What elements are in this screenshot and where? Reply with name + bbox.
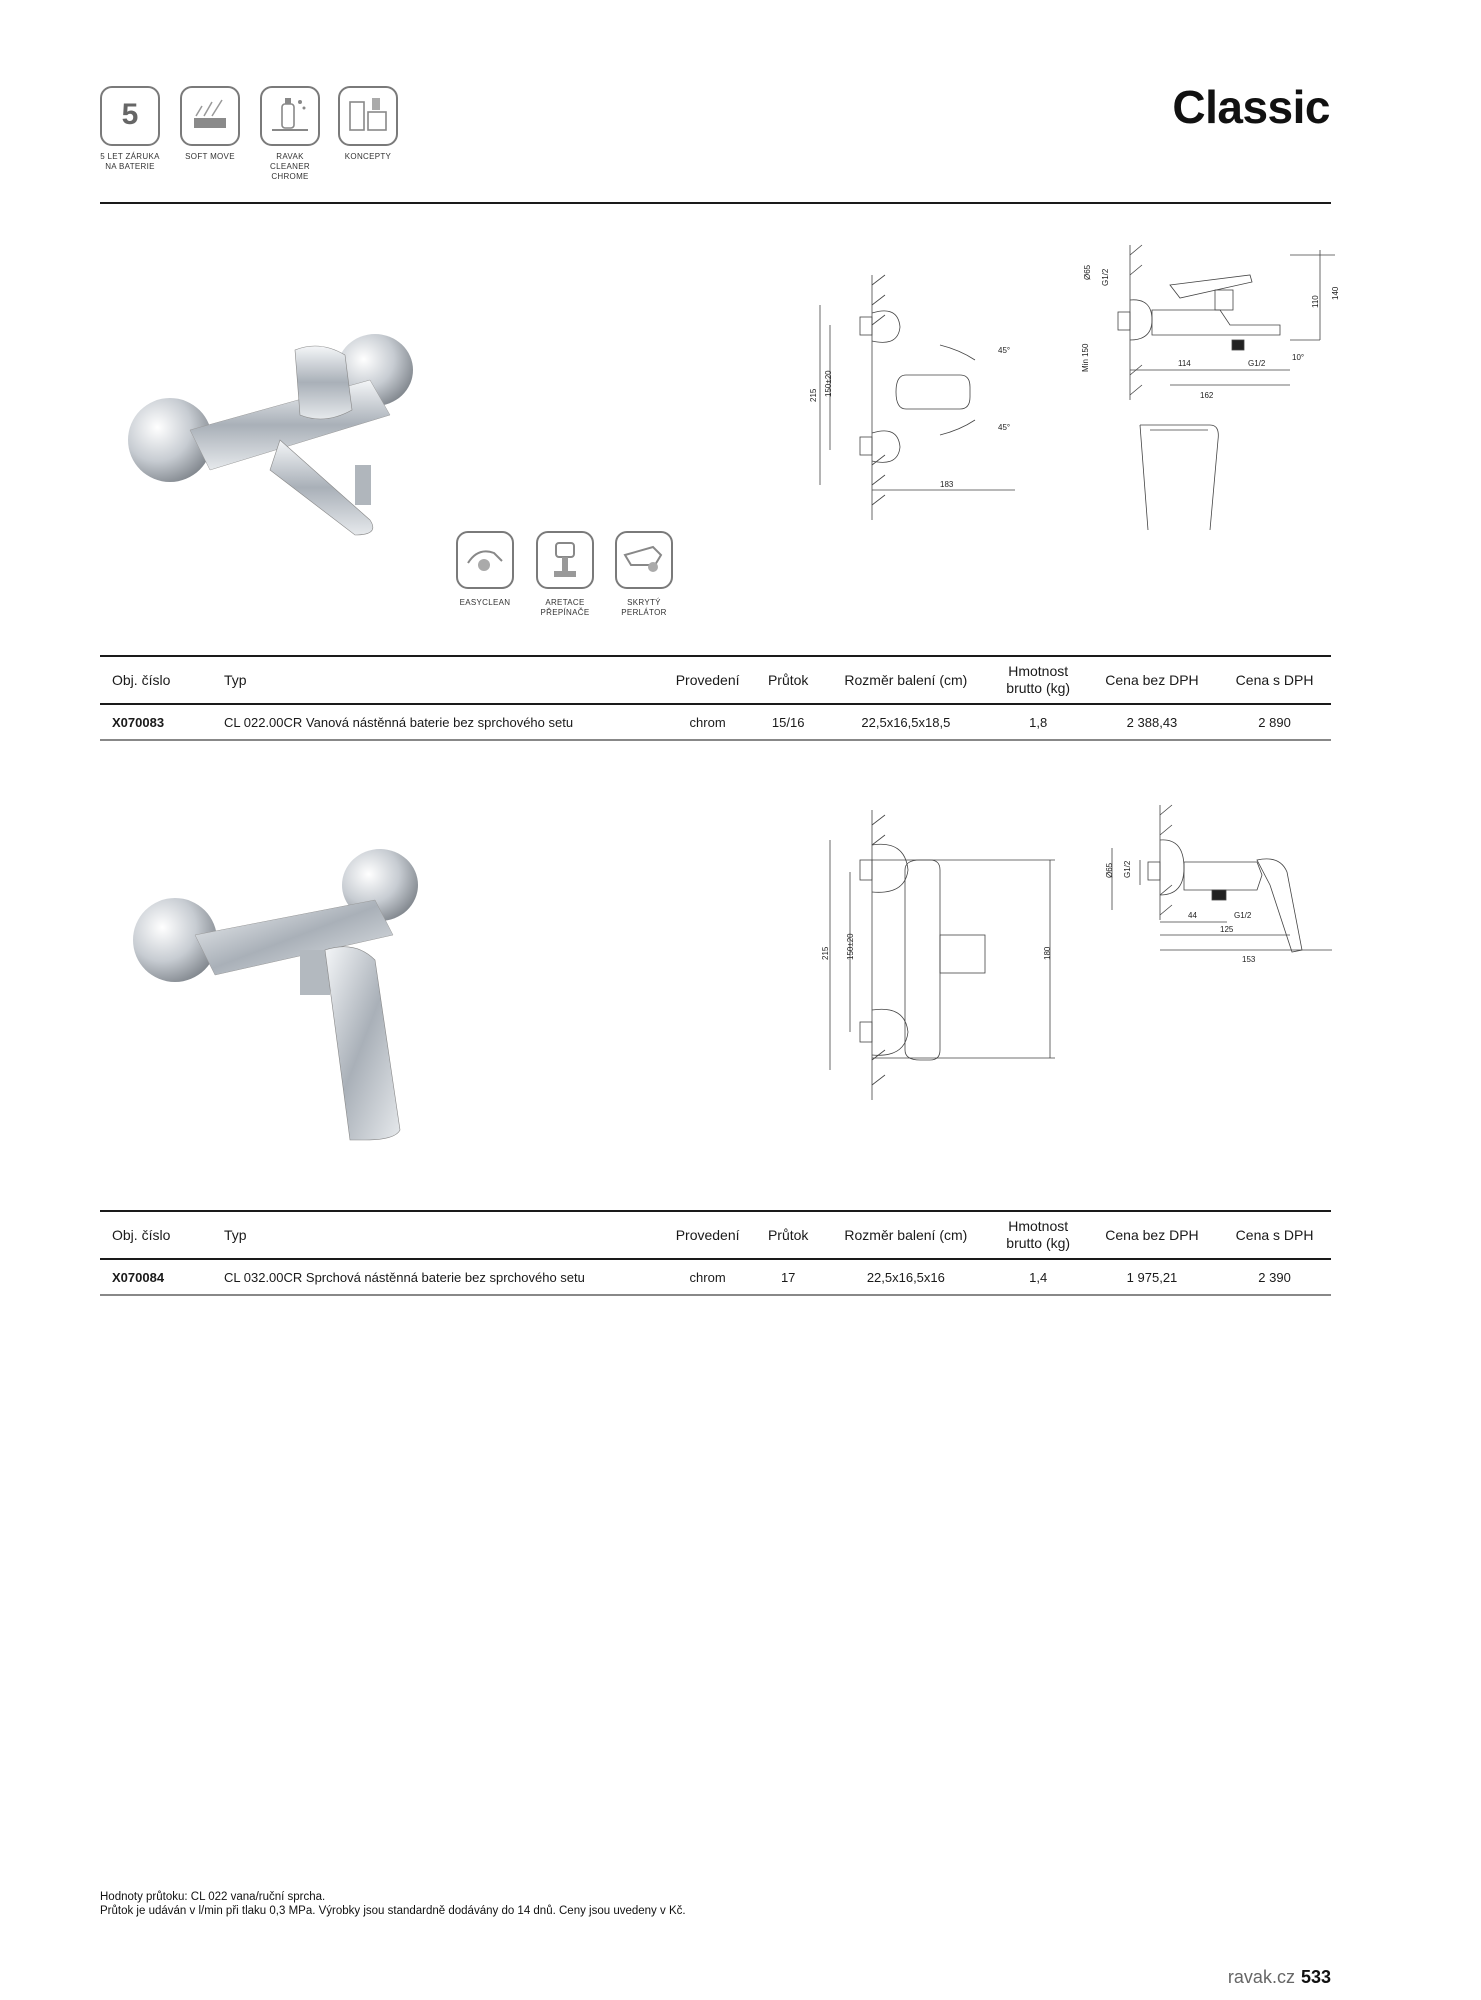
col-provedeni: Provedení: [675, 671, 740, 688]
dimension-label: 215: [821, 946, 830, 960]
dimension-label: 110: [1311, 295, 1320, 308]
product-image-shower-mixer: [125, 840, 465, 1160]
table-row: [100, 1259, 1331, 1295]
diverter-lock-icon: [536, 531, 594, 589]
cell-provedeni: chrom: [689, 1269, 726, 1285]
caption-line: SOFT MOVE: [185, 152, 235, 161]
feature-caption-diverter: [525, 598, 605, 618]
soft-move-icon: [180, 86, 240, 146]
cell-rozmer: 22,5x16,5x16: [866, 1269, 945, 1285]
dimension-label: 153: [1242, 955, 1256, 964]
badge-caption-cleaner: [245, 152, 335, 182]
dimension-label: 215: [809, 388, 818, 402]
col-typ: Typ: [224, 671, 247, 688]
table-row: [100, 704, 1331, 740]
col-provedeni: Provedení: [675, 1226, 740, 1243]
badge-caption-warranty: [85, 152, 175, 172]
caption-line: RAVAK: [276, 152, 304, 161]
dimension-label: 183: [940, 480, 954, 489]
dimension-label: 150±20: [824, 370, 833, 397]
cell-cena-bez: 2 388,43: [1126, 714, 1178, 730]
footnote-line: Průtok je udáván v l/min při tlaku 0,3 MPa. Výrobky jsou standardně dodávány do 14 dnů. Ceny jsou uvedeny v Kč.: [100, 1905, 686, 1917]
caption-line: 5 LET ZÁRUKA: [100, 152, 160, 161]
header-line: Hmotnost: [1008, 1218, 1069, 1234]
col-cena-s: Cena s DPH: [1235, 671, 1314, 688]
caption-line: SKRYTÝ: [627, 598, 661, 607]
technical-drawing-shower-front: [810, 800, 1070, 1110]
dimension-label: Min 150: [1081, 343, 1090, 372]
col-cena-bez: Cena bez DPH: [1105, 1226, 1199, 1243]
badge-caption-soft-move: [165, 152, 255, 162]
col-rozmer: Rozměr balení (cm): [844, 1226, 968, 1243]
cell-cena-s: 2 890: [1258, 714, 1291, 730]
dimension-label: 44: [1188, 911, 1197, 920]
dimension-label: 45°: [998, 423, 1011, 432]
caption-line: KONCEPTY: [344, 152, 392, 161]
dimension-label: Ø65: [1105, 862, 1114, 878]
easyclean-icon: [456, 531, 514, 589]
col-rozmer: Rozměr balení (cm): [844, 671, 968, 688]
caption-line: CHROME: [271, 172, 309, 181]
dimension-label: 114: [1178, 359, 1191, 368]
cell-prutok: 15/16: [771, 714, 805, 730]
caption-line: EASYCLEAN: [459, 598, 511, 607]
col-obj: Obj. číslo: [112, 671, 171, 688]
caption-line: ARETACE: [545, 598, 585, 607]
cell-provedeni: chrom: [689, 714, 726, 730]
col-prutok: Průtok: [767, 671, 809, 688]
table-header-row: [100, 1211, 1331, 1259]
dimension-label: 140: [1331, 286, 1340, 300]
header-line: brutto (kg): [1006, 680, 1071, 696]
caption-line: NA BATERIE: [105, 162, 155, 171]
header-line: Hmotnost: [1008, 663, 1069, 679]
col-obj: Obj. číslo: [112, 1226, 171, 1243]
col-prutok: Průtok: [767, 1226, 809, 1243]
col-hmotnost: [991, 1211, 1086, 1259]
caption-line: PŘEPÍNAČE: [540, 608, 590, 617]
product-image-bath-mixer: [120, 330, 460, 560]
col-typ: Typ: [224, 1226, 247, 1243]
feature-caption-easyclean: [445, 598, 525, 608]
technical-drawing-bath-front: [810, 265, 1040, 530]
cell-hmotnost: 1,4: [1029, 1269, 1048, 1285]
dimension-label: 150±20: [846, 933, 855, 960]
cell-typ: CL 022.00CR Vanová nástěnná baterie bez sprchového setu: [224, 714, 574, 730]
dimension-label: 10°: [1292, 353, 1305, 362]
footnote: [100, 1890, 686, 1918]
badge-caption-concepts: [323, 152, 413, 162]
cell-obj: X070084: [112, 1269, 165, 1285]
col-hmotnost: [991, 656, 1086, 704]
caption-line: PERLÁTOR: [621, 608, 667, 617]
warranty-number: 5: [121, 98, 139, 131]
cell-typ: CL 032.00CR Sprchová nástěnná baterie bez sprchového setu: [224, 1269, 585, 1285]
footnote-line: Hodnoty průtoku: CL 022 vana/ruční sprcha.: [100, 1891, 326, 1903]
cell-obj: X070083: [112, 714, 165, 730]
cell-cena-bez: 1 975,21: [1126, 1269, 1178, 1285]
dimension-label: 180: [1043, 946, 1052, 960]
site-link[interactable]: ravak.cz: [1227, 1967, 1295, 1987]
dimension-label: 162: [1200, 391, 1214, 400]
table-header-row: [100, 656, 1331, 704]
dimension-label: G1/2: [1101, 268, 1110, 286]
dimension-label: Ø65: [1083, 264, 1092, 280]
hidden-aerator-icon: [615, 531, 673, 589]
header-line: brutto (kg): [1006, 1235, 1071, 1251]
cell-prutok: 17: [780, 1269, 796, 1285]
technical-drawing-shower-side: [1082, 800, 1337, 1020]
dimension-label: G1/2: [1123, 860, 1132, 878]
page-footer: [1228, 1967, 1331, 1988]
cell-hmotnost: 1,8: [1029, 714, 1048, 730]
header-rule: [100, 202, 1331, 204]
page-title: Classic: [1172, 81, 1330, 133]
cell-rozmer: 22,5x16,5x18,5: [861, 714, 951, 730]
concepts-icon: [338, 86, 398, 146]
caption-line: CLEANER: [270, 162, 310, 171]
dimension-label: 125: [1220, 925, 1234, 934]
feature-caption-aerator: [604, 598, 684, 618]
cell-cena-s: 2 390: [1258, 1269, 1291, 1285]
product-table-1: [100, 655, 1331, 741]
technical-drawing-bath-side: [1060, 240, 1340, 540]
col-cena-s: Cena s DPH: [1235, 1226, 1314, 1243]
product-table-2: [100, 1210, 1331, 1296]
warranty-5-years-icon: [100, 86, 160, 146]
dimension-label: 45°: [998, 346, 1011, 355]
ravak-cleaner-chrome-icon: [260, 86, 320, 146]
col-cena-bez: Cena bez DPH: [1105, 671, 1199, 688]
page-number: 533: [1300, 1967, 1331, 1987]
dimension-label: G1/2: [1248, 359, 1266, 368]
dimension-label: G1/2: [1234, 911, 1252, 920]
